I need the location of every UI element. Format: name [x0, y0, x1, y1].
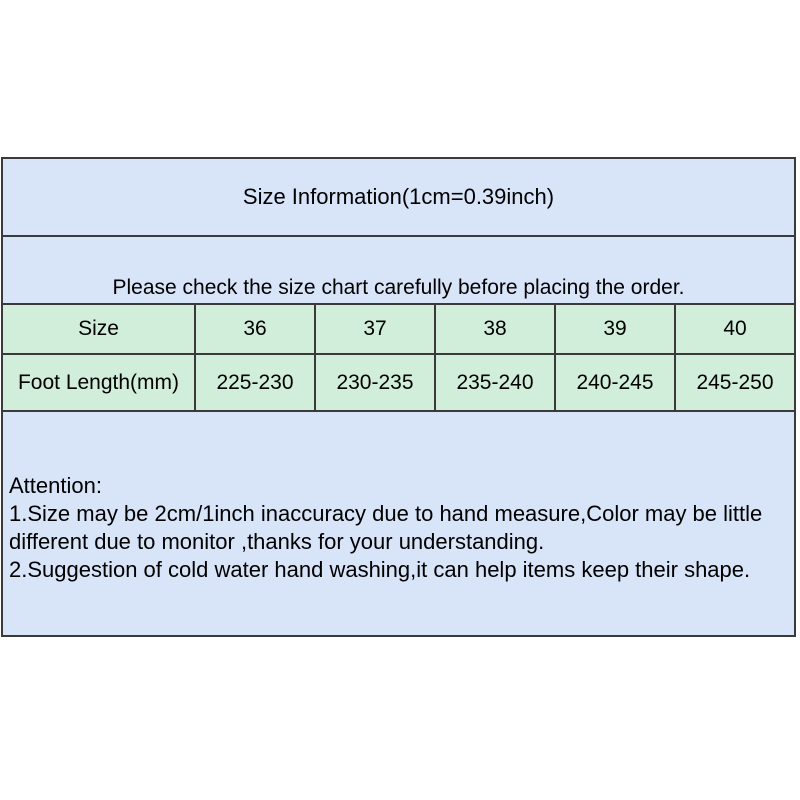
- foot-length-cell-36: 225-230: [196, 355, 316, 410]
- panel-title: Size Information(1cm=0.39inch): [3, 159, 794, 237]
- size-row-header: Size: [3, 305, 196, 353]
- size-cell-37: 37: [316, 305, 436, 353]
- attention-heading: Attention:: [9, 473, 102, 498]
- foot-length-cell-38: 235-240: [436, 355, 556, 410]
- foot-length-cell-39: 240-245: [556, 355, 676, 410]
- size-information-panel: [1, 157, 796, 637]
- panel-subtitle: Please check the size chart carefully before placing the order.: [3, 237, 794, 305]
- size-cell-39: 39: [556, 305, 676, 353]
- size-cell-40: 40: [723, 317, 747, 340]
- size-cell-38: 38: [436, 305, 556, 353]
- attention-line-2: different due to monitor ,thanks for your understanding.: [9, 529, 545, 554]
- foot-length-row-header: Foot Length(mm): [3, 355, 196, 410]
- attention-line-1: 1.Size may be 2cm/1inch inaccuracy due to hand measure,Color may be little: [9, 501, 763, 526]
- size-row: [3, 305, 794, 355]
- foot-length-row: [3, 355, 794, 412]
- size-cell-36: 36: [196, 305, 316, 353]
- attention-line-3: 2.Suggestion of cold water hand washing,it can help items keep their shape.: [9, 557, 751, 582]
- attention-note: [3, 412, 794, 635]
- foot-length-cell-37: 230-235: [316, 355, 436, 410]
- foot-length-cell-40: 245-250: [696, 370, 774, 394]
